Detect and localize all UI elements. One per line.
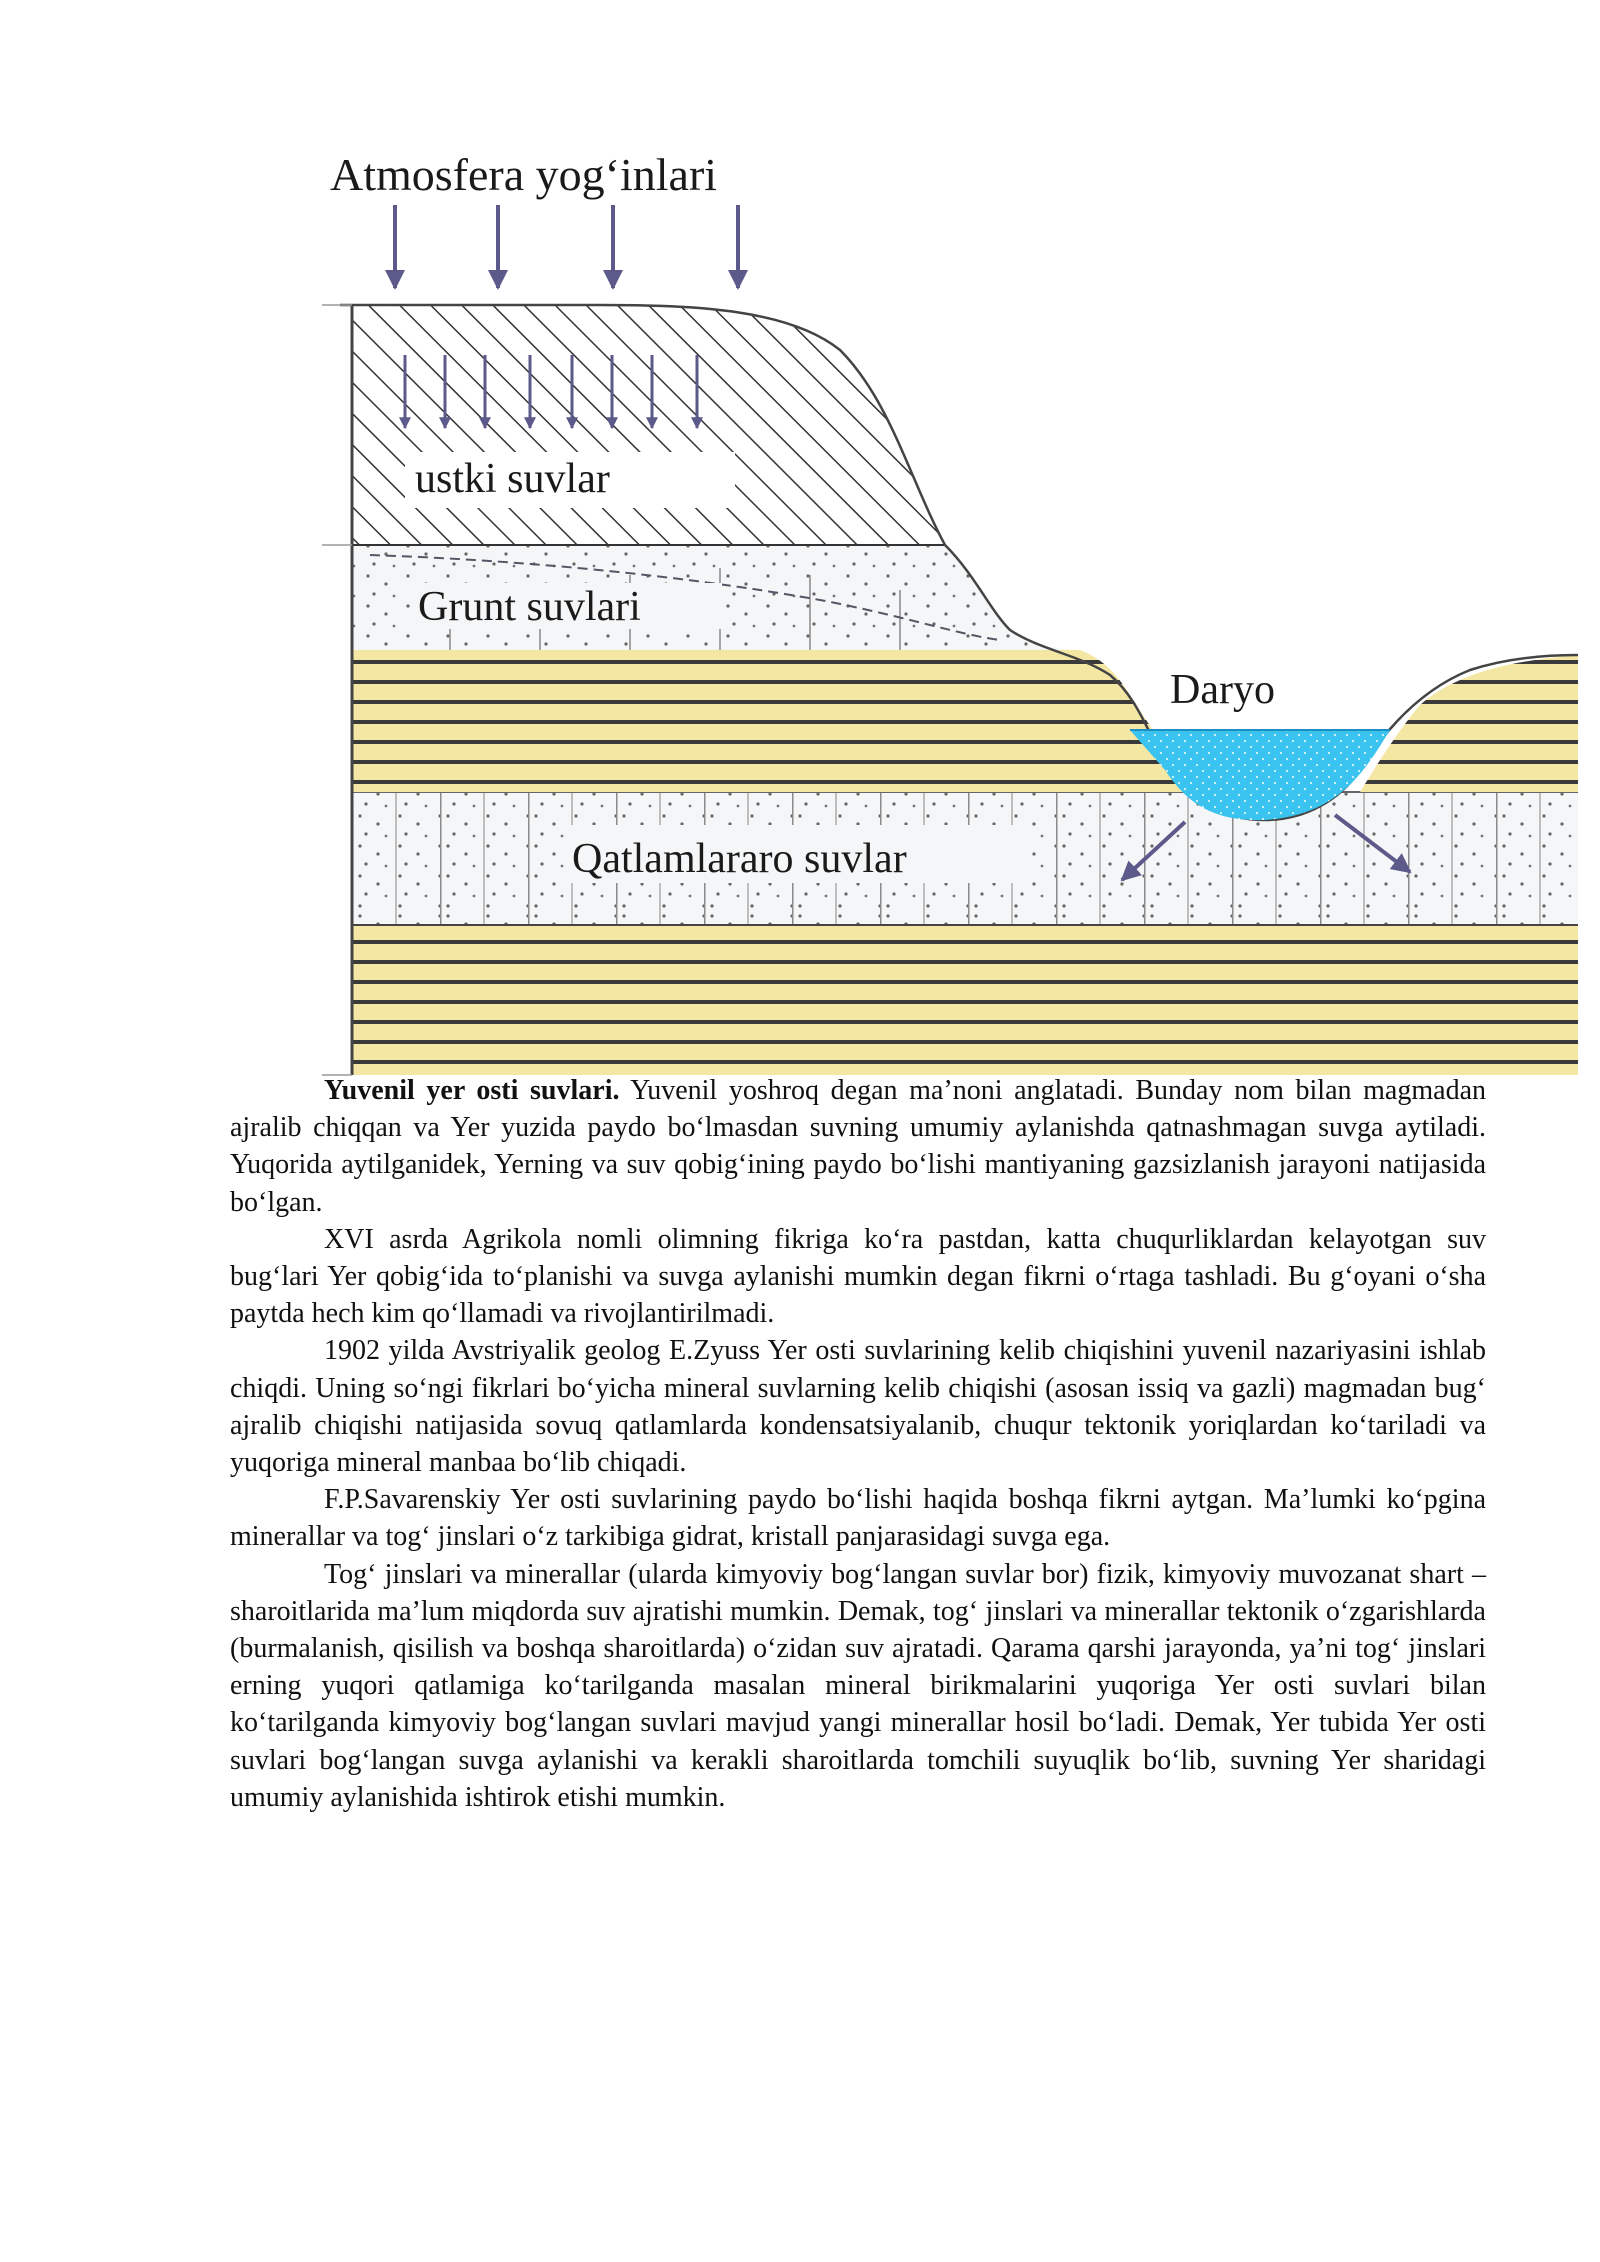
upper-sand-layer-right bbox=[1360, 655, 1578, 792]
label-precipitation: Atmosfera yog‘inlari bbox=[330, 149, 718, 200]
label-ground-water: Grunt suvlari bbox=[418, 584, 641, 630]
label-surface-water: ustki suvlar bbox=[415, 456, 610, 502]
precipitation-arrows bbox=[395, 205, 738, 288]
upper-sand-layer bbox=[352, 650, 1200, 792]
paragraph-1-body: Yuvenil yoshroq degan ma’noni anglatadi. Bunday nom bilan magmadan ajralib chiqqan va Yer yuzida paydo bo‘lmasdan suvning umumiy aylanishda qatnashmagan suvga aytiladi. Yuqorida aytilganidek, Yerning va suv qobig‘ining paydo bo‘lishi mantiyaning gazsizlanish jarayoni natijasida bo‘lgan. bbox=[230, 1075, 1486, 1218]
text-body bbox=[230, 1072, 1486, 1816]
paragraph-juvenile bbox=[230, 1072, 1486, 1221]
surface-water-layer bbox=[352, 305, 945, 545]
groundwater-diagram bbox=[0, 0, 1600, 1090]
paragraph-title: Yuvenil yer osti suvlari. bbox=[324, 1075, 620, 1106]
paragraph-agricola: XVI asrda Agrikola nomli olimning fikriga ko‘ra pastdan, katta chuqurliklardan kelayotgan suv bug‘lari Yer qobig‘ida to‘planishi va suvga aylanishi mumkin degan fikrni o‘rtaga tashladi. Bu g‘oyani o‘sha paytda hech kim qo‘llamadi va rivojlantirilmadi. bbox=[230, 1223, 1486, 1330]
label-interlayer-water: Qatlamlararo suvlar bbox=[572, 836, 907, 882]
label-river: Daryo bbox=[1170, 667, 1275, 713]
paragraph-zyuss: 1902 yilda Avstriyalik geolog E.Zyuss Yer osti suvlarining kelib chiqishini yuvenil nazariyasini ishlab chiqdi. Uning so‘ngi fikrlari bo‘yicha mineral suvlarning kelib chiqishi (asosan issiq va gazli) magmadan bug‘ ajralib chiqishi natijasida sovuq qatlamlarda kondensatsiyalanib, chuqur tektonik yoriqlardan ko‘tariladi va yuqoriga mineral manbaa bo‘lib chiqadi. bbox=[230, 1335, 1486, 1479]
lower-sand-layer bbox=[352, 925, 1578, 1075]
paragraph-savarenskiy: F.P.Savarenskiy Yer osti suvlarining paydo bo‘lishi haqida boshqa fikrni aytgan. Ma’lumki ko‘pgina minerallar va tog‘ jinslari o‘z tarkibiga gidrat, kristall panjarasidagi suvga ega. bbox=[230, 1484, 1486, 1553]
paragraph-minerals: Tog‘ jinslari va minerallar (ularda kimyoviy bog‘langan suvlar bor) fizik, kimyoviy muvozanat shart – sharoitlarida ma’lum miqdorda suv ajratishi mumkin. Demak, tog‘ jinslari va minerallar tektonik o‘zgarishlarda (burmalanish, qisilish va boshqa sharoitlarda) o‘zidan suv ajratadi. Qarama qarshi jarayonda, ya’ni tog‘ jinslari erning yuqori qatlamiga ko‘tarilganda masalan mineral birikmalarini yuqoriga Yer osti suvlari bilan ko‘tarilganda kimyoviy bog‘langan suvlari mavjud yangi minerallar hosil bo‘ladi. Demak, Yer tubida Yer osti suvlari bog‘langan suvga aylanishi va kerakli sharoitlarda tomchili suyuqlik bo‘lib, suvning Yer sharidagi umumiy aylanishida ishtirok etishi mumkin. bbox=[230, 1558, 1486, 1813]
